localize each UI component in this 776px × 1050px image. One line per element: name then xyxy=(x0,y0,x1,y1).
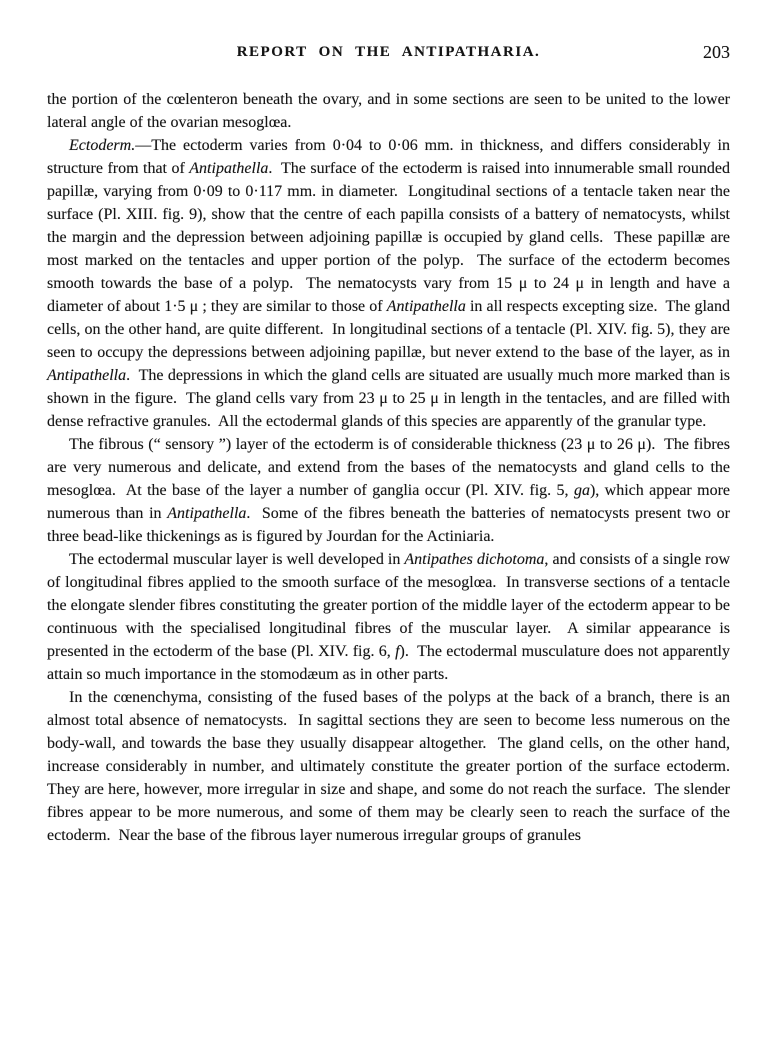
paragraph xyxy=(47,134,735,433)
text-run: . The surface of the ectoderm is raised into innumerable small rounded papillæ, varying from 0·09 to 0·117 mm. in diameter. Longitudinal sections of a tentacle taken near the surface (Pl. XIII. fig. 9), show that the centre of each papilla consists of a battery of nematocysts, whilst the margin and the depression between adjoining papillæ is occupied by gland cells. These papillæ are most marked on the tentacles and upper portion of the polyp. The surface of the ectoderm becomes smooth towards the base of a polyp. The nematocysts vary from 15 μ to 24 μ in length and have a diameter of about 1·5 μ ; they are similar to those of xyxy=(47,160,735,315)
text-run: ), which appear more numerous than in xyxy=(47,482,734,522)
text-run: . The depressions in which the gland cells are situated are usually much more marked than is shown in the figure. The gland cells vary from 23 μ to 25 μ in length in the tentacles, and are filled with dense refractive granules. All the ectodermal glands of this species are apparently of the granular type. xyxy=(47,367,734,430)
running-title: REPORT ON THE ANTIPATHARIA. xyxy=(236,44,541,60)
paragraph xyxy=(47,548,735,686)
text-run: in all respects excepting size. The gland cells, on the other hand, are quite different. In longitudinal sections of a tentacle (Pl. XIV. fig. 5), they are seen to occupy the depressions between adjoining papillæ, but never extend to the base of the layer, as in xyxy=(47,298,734,361)
italic-text-run: f xyxy=(395,643,400,660)
page-number: 203 xyxy=(703,42,730,62)
text-run: In the cœnenchyma, consisting of the fused bases of the polyps at the back of a branch, there is an almost total absence of nematocysts. In sagittal sections they are seen to become less numerous on the body-wall, and towards the base they usually disappear altogether. The gland cells, on the other hand, increase considerably in number, and ultimately constitute the greater portion of the surface ectoderm. They are here, however, more irregular in size and shape, and some do not reach the surface. The slender fibres appear to be more numerous, and some of them may be clearly seen to reach the surface of the ectoderm. Near the base of the fibrous layer numerous irregular groups of granules xyxy=(47,689,738,844)
text-run: the portion of the cœlenteron beneath the ovary, and in some sections are seen to be united to the lower lateral angle of the ovarian mesoglœa. xyxy=(47,91,734,131)
text-run: , and consists of a single row of longitudinal fibres applied to the smooth surface of the mesoglœa. In transverse sections of a tentacle the elongate slender fibres constituting the greater portion of the middle layer of the ectoderm appear to be continuous with the specialised longitudinal fibres of the muscular layer. A similar appearance is presented in the ectoderm of the base (Pl. XIV. fig. 6, xyxy=(47,551,735,660)
text-run: . Some of the fibres beneath the batteries of nematocysts present two or three bead-like thickenings as is figured by Jourdan for the Actiniaria. xyxy=(47,505,735,545)
paragraph xyxy=(47,686,738,847)
italic-text-run: Antipathella xyxy=(47,367,127,384)
text-run: The fibrous (“ sensory ”) layer of the ectoderm is of considerable thickness (23 μ to 26 μ). The fibres are very numerous and delicate, and extend from the bases of the nematocysts and gland cells to the mesoglœa. At the base of the layer a number of ganglia occur (Pl. XIV. fig. 5, xyxy=(47,436,734,499)
italic-text-run: Antipathes dichotoma xyxy=(404,551,545,568)
italic-text-run: Antipathella xyxy=(167,505,247,522)
text-run: The ectodermal muscular layer is well developed in xyxy=(69,551,405,568)
paragraph xyxy=(47,88,734,134)
italic-text-run: ga xyxy=(573,482,590,499)
italic-text-run: Antipathella xyxy=(189,160,269,177)
italic-text-run: Antipathella xyxy=(386,298,466,315)
text-run: ). The ectodermal musculature does not apparently attain so much importance in the stomodæum as in other parts. xyxy=(47,643,734,683)
paragraph xyxy=(47,433,735,548)
page-header xyxy=(47,44,730,64)
italic-text-run: Ectoderm. xyxy=(69,137,136,154)
page-body xyxy=(47,88,738,847)
text-run: —The ectoderm varies from 0·04 to 0·06 mm. in thickness, and differs considerably in structure from that of xyxy=(47,137,734,177)
